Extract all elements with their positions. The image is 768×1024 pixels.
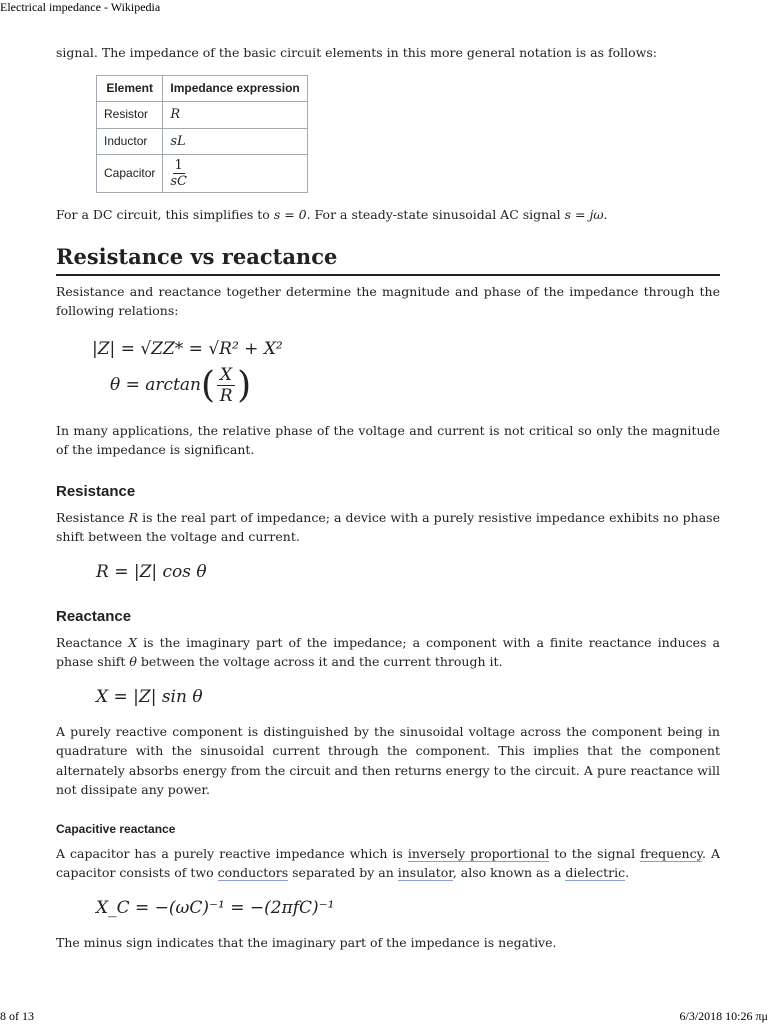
equation-reactance: X = |Z| sin θ (96, 686, 203, 707)
print-datetime: 6/3/2018 10:26 πμ (679, 1009, 768, 1023)
theta-fraction (217, 365, 235, 406)
table-row (97, 128, 308, 155)
theta-denominator: R (219, 386, 233, 406)
expr-inductor: sL (170, 133, 186, 149)
browser-page-title: Electrical impedance - Wikipedia (0, 0, 161, 14)
theta-numerator: X (217, 365, 235, 386)
table-header-row (97, 75, 308, 102)
link-insulator[interactable]: insulator (397, 865, 453, 880)
table-row (97, 102, 308, 129)
dc-note-text: For a DC circuit, this simplifies to (56, 207, 274, 222)
capacitor-text: . (625, 865, 630, 880)
table-row (97, 155, 308, 193)
reactance-paragraph (56, 633, 720, 672)
dc-note-text: . For a steady-state sinusoidal AC signal (306, 207, 565, 222)
section-heading-reactance: Reactance (56, 607, 132, 625)
table-cell-element: Resistor (97, 102, 163, 129)
page-counter: 8 of 13 (0, 1009, 34, 1023)
equation-theta: θ = arctan ( $\frac{X}{R}$ ) (110, 364, 252, 406)
expr-resistor: R (170, 107, 181, 122)
dc-s-zero: s = 0 (273, 207, 307, 222)
resistance-text: is the real part of impedance; a device with a purely resistive impedance exhibits no phase shift between the voltage and current. (56, 509, 720, 544)
theta-lhs: θ = arctan (110, 374, 201, 395)
capacitor-text: , also known as a (452, 865, 566, 880)
minus-sign-paragraph: The minus sign indicates that the imaginary part of the impedance is negative. (56, 934, 557, 950)
resistance-text: Resistance (56, 509, 129, 525)
link-dielectric[interactable]: dielectric (565, 865, 626, 880)
table-header-element: Element (97, 75, 163, 102)
dc-note-paragraph (56, 205, 720, 225)
capacitor-text: to the signal (549, 845, 641, 861)
reactance-text: between the voltage across it and the current through it. (136, 654, 503, 669)
reactance-text: Reactance (56, 634, 129, 650)
frac-numerator: 1 (174, 158, 183, 173)
capacitor-paragraph (56, 844, 720, 883)
capacitor-text: A capacitor has a purely reactive impedance which is (56, 845, 408, 861)
equation-resistance: R = |Z| cos θ (96, 561, 207, 582)
frac-denominator: sC (170, 174, 187, 189)
dc-s-jw: s = jω (564, 207, 604, 222)
relations-paragraph: Resistance and reactance together determine the magnitude and phase of the impedance through the following relations: (56, 283, 720, 318)
table-cell-expression (163, 128, 307, 155)
theta-symbol: θ (129, 654, 137, 669)
capacitor-text: separated by an (288, 865, 398, 880)
equation-capacitive-reactance: X_C = −(ωC)⁻¹ = −(2πfC)⁻¹ (96, 897, 335, 918)
expr-capacitor (170, 158, 187, 189)
link-frequency[interactable]: frequency (640, 845, 702, 861)
reactance-symbol: X (128, 634, 138, 650)
table-cell-expression (163, 102, 307, 129)
impedance-table (96, 75, 308, 194)
section-heading-resistance: Resistance (56, 482, 136, 500)
intro-paragraph: signal. The impedance of the basic circuit elements in this more general notation is as follows: (56, 45, 657, 60)
section-heading-resistance-vs-reactance: Resistance vs reactance (56, 243, 720, 276)
equation-magnitude: |Z| = √ZZ* = √R² + X² (92, 338, 283, 359)
applications-paragraph: In many applications, the relative phase of the voltage and current is not critical so only the magnitude of the impedance is significant. (56, 422, 720, 457)
dc-note-text: . (603, 207, 608, 222)
table-cell-expression (163, 155, 307, 193)
link-inversely-proportional[interactable]: inversely proportional (407, 845, 550, 861)
resistance-paragraph (56, 508, 720, 547)
table-header-expression: Impedance expression (163, 75, 307, 102)
pure-reactance-paragraph: A purely reactive component is distinguished by the sinusoidal voltage across the component being in quadrature with the sinusoidal current through the component. This implies that the component alternately absorbs energy from the circuit and then returns energy to the circuit. A pure reactance will not dissipate any power. (56, 723, 720, 797)
table-cell-element: Capacitor (97, 155, 163, 193)
resistance-symbol: R (128, 509, 139, 525)
article-content (56, 40, 720, 952)
section-heading-capacitive-reactance: Capacitive reactance (56, 821, 176, 836)
reactance-text: is the imaginary part of the impedance; a component with a finite reactance induces a phase shift (56, 634, 720, 669)
table-cell-element: Inductor (97, 128, 163, 155)
capacitor-text: . A capacitor consists of two (56, 845, 720, 880)
magnitude-phase-equations (92, 335, 720, 407)
link-conductors[interactable]: conductors (217, 865, 289, 880)
